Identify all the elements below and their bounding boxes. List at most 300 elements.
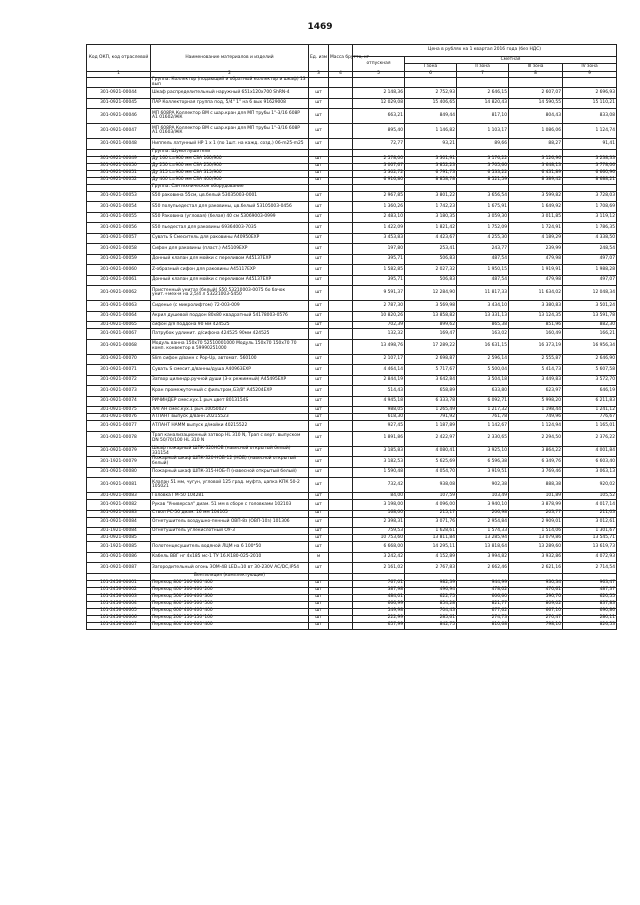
price-zone-3: 160,49 <box>509 329 563 340</box>
group-price <box>405 184 457 191</box>
item-code: 301-0921-00056 <box>87 223 151 234</box>
price-release: 1 590,48 <box>353 467 405 478</box>
price-zone-2: 3 925,10 <box>457 446 509 457</box>
item-mass <box>329 170 353 177</box>
price-zone-1: 622,75 <box>405 594 457 601</box>
item-code: 301-0921-00067 <box>87 329 151 340</box>
price-zone-3: 2 294,50 <box>509 431 563 446</box>
item-mass <box>329 88 353 99</box>
item-code: 301-0921-00059 <box>87 254 151 265</box>
item-code: 101-2456-00007 <box>87 622 151 629</box>
price-release: 387,98 <box>353 587 405 594</box>
price-zone-3: 479,98 <box>509 254 563 265</box>
price-zone-1: 8 858,78 <box>405 177 457 184</box>
item-code: 301-0921-00075 <box>87 407 151 414</box>
col-number: 4 <box>329 72 353 78</box>
table-row <box>87 233 617 244</box>
item-name: Пожарный шкаф ШПК-320-НОБ-12 (НОБ) (навесной открытый белый) <box>151 457 309 468</box>
price-zone-1: 13 858,82 <box>405 311 457 322</box>
item-code: 301-0921-00044 <box>87 88 151 99</box>
price-zone-3: 2 607,07 <box>509 88 563 99</box>
price-release: 132,32 <box>353 329 405 340</box>
table-row <box>87 552 617 563</box>
item-name: Переход 400*300-400*200 <box>151 587 309 594</box>
item-unit: шт <box>309 457 329 468</box>
price-release: 3 242,42 <box>353 552 405 563</box>
price-zone-3: 3 932,86 <box>509 552 563 563</box>
item-mass <box>329 587 353 594</box>
price-zone-2: 487,54 <box>457 275 509 286</box>
item-mass <box>329 339 353 354</box>
price-zone-2: 817,10 <box>457 109 509 124</box>
price-release: 1 360,26 <box>353 202 405 213</box>
price-zone-2: 865,38 <box>457 322 509 329</box>
price-zone-1: 982,39 <box>405 580 457 587</box>
price-zone-3: 13 124,35 <box>509 311 563 322</box>
price-zone-4: 4 338,50 <box>563 233 617 244</box>
price-zone-1: 13 811,84 <box>405 535 457 542</box>
item-name: Slim сифон д/ванн с Pop-Up, автомат. 560100 <box>151 354 309 365</box>
item-name: Клапан 51 мм, чугун, угловой 125 град. муфта, цапка КПК 50-2 105021 <box>151 478 309 493</box>
price-zone-3: 851,96 <box>509 322 563 329</box>
col-number: 3 <box>309 72 329 78</box>
price-zone-4: 2 376,22 <box>563 431 617 446</box>
item-mass <box>329 414 353 421</box>
item-mass <box>329 421 353 432</box>
item-name: Огнетушитель воздушно-пенный ОВП-8з (ОВП-10з) 101306 <box>151 517 309 528</box>
item-mass <box>329 254 353 265</box>
price-zone-4: 13 545,71 <box>563 535 617 542</box>
price-zone-3: 101,89 <box>509 493 563 500</box>
item-unit: шт <box>309 493 329 500</box>
item-unit: шт <box>309 587 329 594</box>
price-zone-2: 163,02 <box>457 329 509 340</box>
price-zone-3: 6 349,76 <box>509 457 563 468</box>
price-zone-1: 4 054,70 <box>405 467 457 478</box>
price-zone-4: 2 646,90 <box>563 354 617 365</box>
price-zone-4: 3 063,13 <box>563 467 617 478</box>
price-zone-2: 1 574,33 <box>457 528 509 535</box>
item-unit: шт <box>309 124 329 139</box>
price-zone-1: 2 752,93 <box>405 88 457 99</box>
price-zone-3: 14 590,55 <box>509 98 563 109</box>
item-mass <box>329 431 353 446</box>
item-code: 301-0921-00047 <box>87 124 151 139</box>
price-zone-2: 89,66 <box>457 139 509 150</box>
price-release: 2 787,30 <box>353 301 405 312</box>
price-zone-1: 3 301,91 <box>405 156 457 163</box>
table-row <box>87 528 617 535</box>
item-name: ЛАГАН смес.кух.1 рыч.10050027 <box>151 407 309 414</box>
item-unit: шт <box>309 265 329 276</box>
item-mass <box>329 139 353 150</box>
item-unit: шт <box>309 608 329 615</box>
price-release: 618,30 <box>353 414 405 421</box>
price-zone-1: 3 569,98 <box>405 301 457 312</box>
price-zone-2: 3 994,82 <box>457 552 509 563</box>
item-unit: шт <box>309 535 329 542</box>
price-zone-1: 1 821,42 <box>405 223 457 234</box>
table-row <box>87 510 617 517</box>
price-zone-4: 882,30 <box>563 322 617 329</box>
item-mass <box>329 163 353 170</box>
price-zone-3: 930,34 <box>509 580 563 587</box>
item-code: 301-0921-00055 <box>87 212 151 223</box>
header-zone-1: I зона <box>405 64 457 72</box>
price-zone-1: 14 295,11 <box>405 542 457 553</box>
item-code: 301-0921-00070 <box>87 354 151 365</box>
item-name: S50 Раковина (угловая) (белая) 40 см 53069003-0999 <box>151 212 309 223</box>
table-row <box>87 244 617 255</box>
item-name: Модуль ванна 150x70 52510001000 Модуль 150x70 150x70 70 комп. конвектор в 59990251000 <box>151 339 309 354</box>
item-unit: шт <box>309 139 329 150</box>
price-zone-2: 606,60 <box>457 594 509 601</box>
price-zone-4: 3 572,70 <box>563 375 617 386</box>
price-zone-4: 3 238,33 <box>563 156 617 163</box>
item-name: Ниппель латунный HP 1 x 1 (по 1шт. на кажд. созд.) 06-m25-m25 <box>151 139 309 150</box>
price-zone-3: 3 648,13 <box>509 163 563 170</box>
price-zone-4: 3 119,12 <box>563 212 617 223</box>
item-unit: шт <box>309 478 329 493</box>
price-zone-3: 470,61 <box>509 587 563 594</box>
price-release: 2 967,85 <box>353 191 405 202</box>
price-release: 1 422,09 <box>353 223 405 234</box>
price-release: 2 398,31 <box>353 517 405 528</box>
group-price <box>405 78 457 88</box>
price-zone-4: 3 012,61 <box>563 517 617 528</box>
price-zone-3: 4 189,29 <box>509 233 563 244</box>
item-name: Переход 800*500-500*500 <box>151 601 309 608</box>
table-row <box>87 375 617 386</box>
price-release: 3 198,00 <box>353 500 405 511</box>
price-zone-4: 16 956,34 <box>563 339 617 354</box>
item-unit: шт <box>309 244 329 255</box>
item-code: 301-1921-00084 <box>87 528 151 535</box>
price-zone-3: 1 124,94 <box>509 421 563 432</box>
group-unit <box>309 184 329 191</box>
price-zone-1: 842,75 <box>405 622 457 629</box>
price-zone-2: 16 631,15 <box>457 339 509 354</box>
item-mass <box>329 446 353 457</box>
item-mass <box>329 457 353 468</box>
item-name: Ду 160 L=900 мм CSA 160/900 <box>151 156 309 163</box>
price-zone-2: 6 596,38 <box>457 457 509 468</box>
price-zone-4: 280,11 <box>563 615 617 622</box>
item-code: 301-0921-00074 <box>87 396 151 407</box>
item-unit: шт <box>309 375 329 386</box>
item-mass <box>329 396 353 407</box>
price-zone-2: 944,99 <box>457 580 509 587</box>
price-zone-4: 8 688,21 <box>563 177 617 184</box>
item-mass <box>329 177 353 184</box>
item-name: Z-образный сифон для раковины A45117EXP <box>151 265 309 276</box>
price-zone-4: 3 501,24 <box>563 301 617 312</box>
price-zone-4: 620,55 <box>563 594 617 601</box>
item-code: 101-2456-00002 <box>87 587 151 594</box>
item-mass <box>329 386 353 397</box>
item-name: Головка ГМ-50 104281 <box>151 493 309 500</box>
item-mass <box>329 124 353 139</box>
price-zone-3: 1 086,06 <box>509 124 563 139</box>
table-row <box>87 478 617 493</box>
item-mass <box>329 191 353 202</box>
item-mass <box>329 622 353 629</box>
price-release: 10 753,60 <box>353 535 405 542</box>
item-mass <box>329 407 353 414</box>
table-row <box>87 354 617 365</box>
item-name: Трап канализационный затвор HL 310 N, Трап с верт. выпуском DN 50/70/100 HL 310 N <box>151 431 309 446</box>
item-mass <box>329 552 353 563</box>
price-zone-2: 1 217,32 <box>457 407 509 414</box>
col-number: 1 <box>87 72 151 78</box>
price-release: 767,01 <box>353 580 405 587</box>
item-code: 301-0921-00065 <box>87 322 151 329</box>
header-price: Цена в рублях на 1 квартал 2016 года (без НДС) <box>353 45 617 57</box>
item-code: 301-0921-00076 <box>87 414 151 421</box>
price-zone-3: 88,27 <box>509 139 563 150</box>
price-zone-4: 3 778,06 <box>563 163 617 170</box>
item-code: 301-0921-00045 <box>87 98 151 109</box>
item-mass <box>329 202 353 213</box>
price-zone-4: 4 017,14 <box>563 500 617 511</box>
price-zone-1: 107,59 <box>405 493 457 500</box>
item-code: 301-0921-00080 <box>87 467 151 478</box>
item-name: Ствол РС-50 диам. 16 мм 104105 <box>151 510 309 517</box>
price-zone-4: 487,37 <box>563 587 617 594</box>
price-zone-1: 285,61 <box>405 615 457 622</box>
item-name: Ду 400 L=900 мм CSA 400/900 <box>151 177 309 184</box>
item-mass <box>329 301 353 312</box>
table-row <box>87 365 617 376</box>
price-zone-2: 3 059,30 <box>457 212 509 223</box>
price-zone-3: 16 373,19 <box>509 339 563 354</box>
table-row <box>87 396 617 407</box>
price-zone-3: 798,10 <box>509 622 563 629</box>
group-price <box>563 78 617 88</box>
price-zone-4: 1 708,69 <box>563 202 617 213</box>
price-release: 657,99 <box>353 622 405 629</box>
price-zone-3: 2 909,01 <box>509 517 563 528</box>
item-mass <box>329 375 353 386</box>
price-zone-2: 4 255,30 <box>457 233 509 244</box>
price-zone-4: 4 001,84 <box>563 446 617 457</box>
price-zone-2: 3 919,51 <box>457 467 509 478</box>
price-zone-1: 253,41 <box>405 244 457 255</box>
item-name: S50 пьедестал для раковины 69364003-7035 <box>151 223 309 234</box>
item-name: Ду 250 L=900 мм CSA 250/900 <box>151 163 309 170</box>
item-mass <box>329 365 353 376</box>
section-mass <box>329 573 353 580</box>
price-zone-2: 633,80 <box>457 386 509 397</box>
item-code: 301-0921-00085 <box>87 535 151 542</box>
price-release: 2 578,00 <box>353 156 405 163</box>
price-zone-1: 169,47 <box>405 329 457 340</box>
price-zone-1: 17 289,22 <box>405 339 457 354</box>
price-release: 395,71 <box>353 254 405 265</box>
item-name: МП 608РА Коллектор ВМ с шар.кран для МП трубы 1"-3/16 608Р А1 01603/ЖК <box>151 124 309 139</box>
table-row <box>87 467 617 478</box>
item-unit: шт <box>309 329 329 340</box>
price-release: 988,05 <box>353 407 405 414</box>
item-name: ПАР Коллекторная группа под, 5/4" 1" на 6 вых 91629008 <box>151 98 309 109</box>
item-code: 101-2456-00003 <box>87 594 151 601</box>
item-code: 301-0921-00073 <box>87 386 151 397</box>
price-zone-1: 854,28 <box>405 601 457 608</box>
price-zone-3: 13 289,60 <box>509 542 563 553</box>
price-zone-2: 3 656,54 <box>457 191 509 202</box>
item-name: S50 раковина 55см, цв.белый 53035003-0001 <box>151 191 309 202</box>
price-release: 6 916,80 <box>353 177 405 184</box>
col-number: 9 <box>563 72 617 78</box>
item-code: 301-0921-00060 <box>87 265 151 276</box>
item-name: Переход 500*500-400*300 <box>151 594 309 601</box>
price-zone-2: 3 434,10 <box>457 301 509 312</box>
item-name: Сиденье (с микролифтом) 72-003-009 <box>151 301 309 312</box>
price-zone-4: 13 591,78 <box>563 311 617 322</box>
item-mass <box>329 615 353 622</box>
price-zone-2: 206,98 <box>457 510 509 517</box>
price-zone-1: 1 146,82 <box>405 124 457 139</box>
item-code: 301-0921-00049 <box>87 156 151 163</box>
item-mass <box>329 535 353 542</box>
table-row <box>87 202 617 213</box>
item-unit: шт <box>309 510 329 517</box>
table-row <box>87 275 617 286</box>
item-mass <box>329 563 353 574</box>
price-zone-4: 5 607,58 <box>563 365 617 376</box>
col-number: 6 <box>405 72 457 78</box>
price-release: 2 161,02 <box>353 563 405 574</box>
item-mass <box>329 510 353 517</box>
item-unit: шт <box>309 202 329 213</box>
item-unit: шт <box>309 622 329 629</box>
item-mass <box>329 500 353 511</box>
item-name: Донный клапан для мойки с переливом A45137EXP <box>151 254 309 265</box>
item-unit: шт <box>309 580 329 587</box>
price-zone-2: 1 752,09 <box>457 223 509 234</box>
item-code: 101-2456-00006 <box>87 615 151 622</box>
price-zone-4: 826,53 <box>563 622 617 629</box>
item-unit: шт <box>309 386 329 397</box>
price-zone-3: 13 079,86 <box>509 535 563 542</box>
group-name: Группа: Коллектор (подающий и обратный коллектор и шкаф) 13 вып <box>151 78 309 88</box>
price-zone-1: 506,83 <box>405 254 457 265</box>
price-release: 895,40 <box>353 124 405 139</box>
price-zone-1: 93,21 <box>405 139 457 150</box>
item-mass <box>329 580 353 587</box>
price-zone-1: 4 096,00 <box>405 500 457 511</box>
item-mass <box>329 109 353 124</box>
price-release: 84,00 <box>353 493 405 500</box>
item-unit: шт <box>309 177 329 184</box>
table-row <box>87 286 617 301</box>
item-name: Переход 200*150-150*100 <box>151 615 309 622</box>
header-mass: Масса брутто, кг <box>329 45 353 72</box>
price-zone-2: 6 533,22 <box>457 170 509 177</box>
header-zone-2: II зона <box>457 64 509 72</box>
table-row <box>87 563 617 574</box>
item-code: 101-2456-00004 <box>87 601 151 608</box>
price-zone-1: 6 333,78 <box>405 396 457 407</box>
item-mass <box>329 528 353 535</box>
page-number: 1469 <box>307 22 333 32</box>
price-zone-2: 14 820,43 <box>457 98 509 109</box>
price-zone-3: 2 555,87 <box>509 354 563 365</box>
table-row <box>87 622 617 629</box>
price-zone-4: 3 728,03 <box>563 191 617 202</box>
price-release: 1 582,85 <box>353 265 405 276</box>
price-zone-3: 2 621,16 <box>509 563 563 574</box>
item-name: РИЧИНДЕР смес.кух.1 рыч.цвет 8013154S <box>151 396 309 407</box>
item-mass <box>329 212 353 223</box>
price-zone-4: 1 988,28 <box>563 265 617 276</box>
price-release: 2 148,36 <box>353 88 405 99</box>
item-unit: шт <box>309 421 329 432</box>
price-zone-2: 274,73 <box>457 615 509 622</box>
price-zone-4: 248,54 <box>563 244 617 255</box>
item-mass <box>329 467 353 478</box>
item-code: 301-0921-00051 <box>87 170 151 177</box>
item-code: 301-0921-00072 <box>87 375 151 386</box>
item-unit: шт <box>309 311 329 322</box>
item-name: Переход 800*500-600*400 <box>151 580 309 587</box>
price-zone-2: 1 103,17 <box>457 124 509 139</box>
item-unit: шт <box>309 275 329 286</box>
item-unit: шт <box>309 414 329 421</box>
price-zone-1: 5 625,69 <box>405 457 457 468</box>
price-zone-2: 821,77 <box>457 601 509 608</box>
item-name: Сувать S Смеситель для раковины A40950EXP <box>151 233 309 244</box>
price-zone-4: 837,83 <box>563 601 617 608</box>
price-zone-1: 2 767,83 <box>405 563 457 574</box>
item-mass <box>329 286 353 301</box>
price-release: 927,45 <box>353 421 405 432</box>
price-zone-1: 2 422,97 <box>405 431 457 446</box>
price-release: 222,99 <box>353 615 405 622</box>
price-release: 3 185,83 <box>353 446 405 457</box>
group-name: Группа: Сантехническое оборудование <box>151 184 309 191</box>
item-code: 101-2456-00001 <box>87 580 151 587</box>
price-zone-4: 105,52 <box>563 493 617 500</box>
price-zone-3: 270,47 <box>509 615 563 622</box>
price-zone-4: 166,21 <box>563 329 617 340</box>
item-name: АТЛАНТ выпуск д/ванн 20215523 <box>151 414 309 421</box>
price-zone-2: 2 330,65 <box>457 431 509 446</box>
price-zone-3: 3 599,82 <box>509 191 563 202</box>
price-zone-4: 6 603,40 <box>563 457 617 468</box>
col-number: 7 <box>457 72 509 78</box>
price-zone-4: 646,19 <box>563 386 617 397</box>
price-release: 666,99 <box>353 601 405 608</box>
item-unit: шт <box>309 163 329 170</box>
price-zone-3: 6 431,89 <box>509 170 563 177</box>
price-release: 4 464,14 <box>353 365 405 376</box>
price-zone-3: 1 514,06 <box>509 528 563 535</box>
price-zone-4: 1 301,67 <box>563 528 617 535</box>
price-zone-1: 3 801,22 <box>405 191 457 202</box>
item-unit: шт <box>309 563 329 574</box>
price-release: 4 945,18 <box>353 396 405 407</box>
item-unit: шт <box>309 339 329 354</box>
price-zone-2: 2 662,46 <box>457 563 509 574</box>
item-name <box>151 535 309 542</box>
price-zone-3: 667,10 <box>509 608 563 615</box>
price-zone-4: 2 696,93 <box>563 88 617 99</box>
item-unit: шт <box>309 156 329 163</box>
price-zone-3: 3 864,22 <box>509 446 563 457</box>
header-code: Код ОКП, код отраслевой <box>87 45 151 72</box>
price-zone-3: 11 634,02 <box>509 286 563 301</box>
